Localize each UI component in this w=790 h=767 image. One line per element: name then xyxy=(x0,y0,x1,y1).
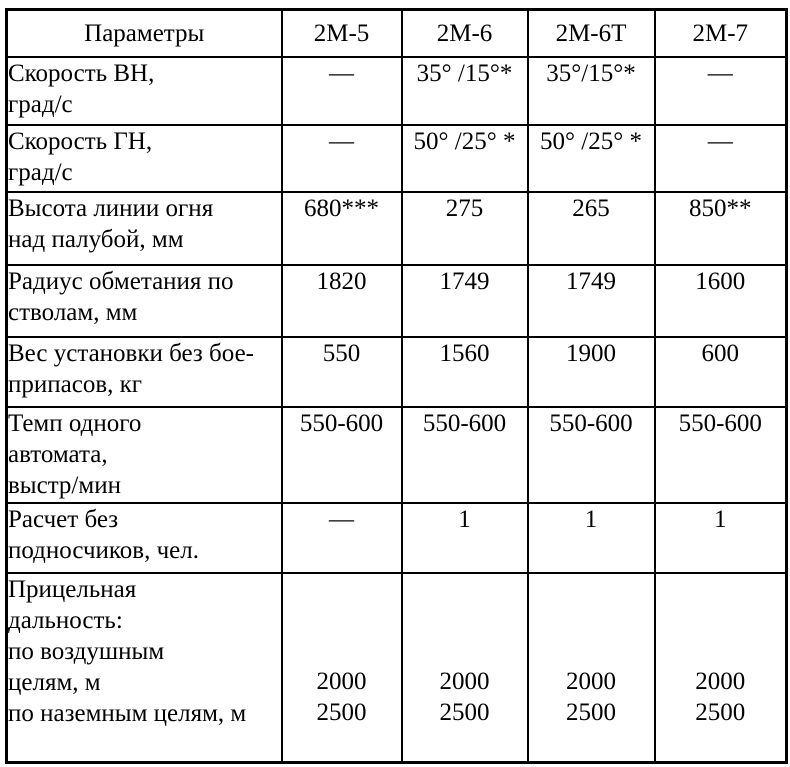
value-cell xyxy=(528,503,655,573)
table-row xyxy=(7,265,787,337)
table-row xyxy=(7,125,787,192)
value-line: 275 xyxy=(445,194,484,222)
value-line: 35°/15°* xyxy=(546,59,636,87)
param-cell xyxy=(7,125,282,192)
table-header-row xyxy=(7,10,787,57)
param-cell xyxy=(7,503,282,573)
value-cell xyxy=(402,407,528,503)
value-cell xyxy=(655,503,787,573)
column-header-2m6t: 2М-6Т xyxy=(528,10,655,57)
param-cell xyxy=(7,407,282,503)
value-line: 550-600 xyxy=(422,409,507,437)
value-cell xyxy=(282,265,402,337)
param-line: Вес установки без бое- xyxy=(8,339,254,367)
param-cell xyxy=(7,57,282,125)
value-cell xyxy=(402,337,528,407)
value-line: 50° /25° * xyxy=(540,127,642,155)
param-line: Прицельная xyxy=(8,575,137,603)
param-cell xyxy=(7,192,282,265)
column-header-2m7: 2М-7 xyxy=(655,10,787,57)
value-cell xyxy=(282,125,402,192)
value-cell xyxy=(655,192,787,265)
value-cell xyxy=(655,407,787,503)
value-cell xyxy=(402,125,528,192)
param-line: град/с xyxy=(8,158,73,186)
value-line: 35° /15°* xyxy=(416,59,513,87)
table-row xyxy=(7,407,787,503)
param-line: Радиус обметания по xyxy=(8,267,234,295)
param-line: дальность: xyxy=(8,606,123,634)
value-cell xyxy=(282,192,402,265)
value-cell xyxy=(402,265,528,337)
value-line: 1600 xyxy=(695,267,746,295)
value-line: 550-600 xyxy=(549,409,633,437)
value-line: 265 xyxy=(572,194,610,222)
column-header-parameters: Параметры xyxy=(7,10,282,57)
value-cell xyxy=(528,573,655,763)
value-line: 2500 xyxy=(439,699,490,726)
column-header-2m5: 2М-5 xyxy=(282,10,402,57)
value-cell xyxy=(528,192,655,265)
value-line: 550-600 xyxy=(299,409,384,437)
param-line: автомата, xyxy=(8,440,108,468)
value-cell xyxy=(402,573,528,763)
value-line: 2500 xyxy=(316,699,367,726)
value-cell xyxy=(528,265,655,337)
param-line: выстр/мин xyxy=(8,471,121,499)
value-line: 2000 xyxy=(695,668,746,695)
param-line: подносчиков, чел. xyxy=(8,536,200,564)
param-line: по воздушным xyxy=(8,637,165,665)
param-line: по наземным целям, м xyxy=(8,699,247,727)
value-cell xyxy=(282,407,402,503)
table-body xyxy=(7,57,787,763)
value-line: 2000 xyxy=(316,668,367,695)
value-line: 2500 xyxy=(566,699,616,726)
value-line: 1 xyxy=(584,505,598,533)
value-cell xyxy=(655,57,787,125)
value-line: 1 xyxy=(714,505,727,533)
value-line: 1749 xyxy=(566,267,616,295)
table-row xyxy=(7,573,787,763)
value-line: — xyxy=(329,59,354,87)
value-line: 550-600 xyxy=(678,409,762,437)
value-cell xyxy=(402,192,528,265)
spec-table xyxy=(5,8,788,764)
value-line: 2500 xyxy=(695,699,746,726)
param-line: над палубой, мм xyxy=(8,225,184,253)
value-cell xyxy=(402,57,528,125)
param-cell xyxy=(7,265,282,337)
value-line: — xyxy=(707,127,733,155)
value-cell xyxy=(282,573,402,763)
value-cell xyxy=(528,337,655,407)
param-line: стволам, мм xyxy=(8,298,138,326)
param-line: Расчет без xyxy=(8,505,119,533)
value-cell xyxy=(655,573,787,763)
value-line: 1900 xyxy=(566,339,616,367)
value-line: 2000 xyxy=(439,668,490,695)
table-row xyxy=(7,337,787,407)
column-header-2m6: 2М-6 xyxy=(402,10,528,57)
table-row xyxy=(7,57,787,125)
value-cell xyxy=(528,125,655,192)
value-cell xyxy=(402,503,528,573)
value-line: — xyxy=(329,505,354,533)
value-cell xyxy=(528,407,655,503)
param-line: град/с xyxy=(8,90,73,118)
value-cell xyxy=(528,57,655,125)
table-row xyxy=(7,192,787,265)
value-line: — xyxy=(707,59,733,87)
value-line: 1 xyxy=(458,505,471,533)
value-line: — xyxy=(329,127,354,155)
value-line: 850** xyxy=(689,194,752,222)
param-line: Скорость ГН, xyxy=(8,127,153,155)
param-line: припасов, кг xyxy=(8,370,143,398)
param-line: Темп одного xyxy=(8,409,142,437)
table-row xyxy=(7,503,787,573)
value-cell xyxy=(282,503,402,573)
param-line: целям, м xyxy=(8,668,101,696)
value-cell xyxy=(655,265,787,337)
value-cell xyxy=(282,57,402,125)
value-line: 600 xyxy=(701,339,739,367)
value-line: 2000 xyxy=(566,668,616,695)
value-line: 1820 xyxy=(316,267,367,295)
param-cell xyxy=(7,573,282,763)
value-cell xyxy=(655,337,787,407)
param-line: Скорость ВН, xyxy=(8,59,155,87)
value-line: 550 xyxy=(322,339,361,367)
value-cell xyxy=(282,337,402,407)
value-line: 1560 xyxy=(439,339,490,367)
value-cell xyxy=(655,125,787,192)
value-line: 1749 xyxy=(439,267,490,295)
param-line: Высота линии огня xyxy=(8,194,214,222)
param-cell xyxy=(7,337,282,407)
value-line: 680*** xyxy=(304,194,379,222)
value-line: 50° /25° * xyxy=(413,127,516,155)
